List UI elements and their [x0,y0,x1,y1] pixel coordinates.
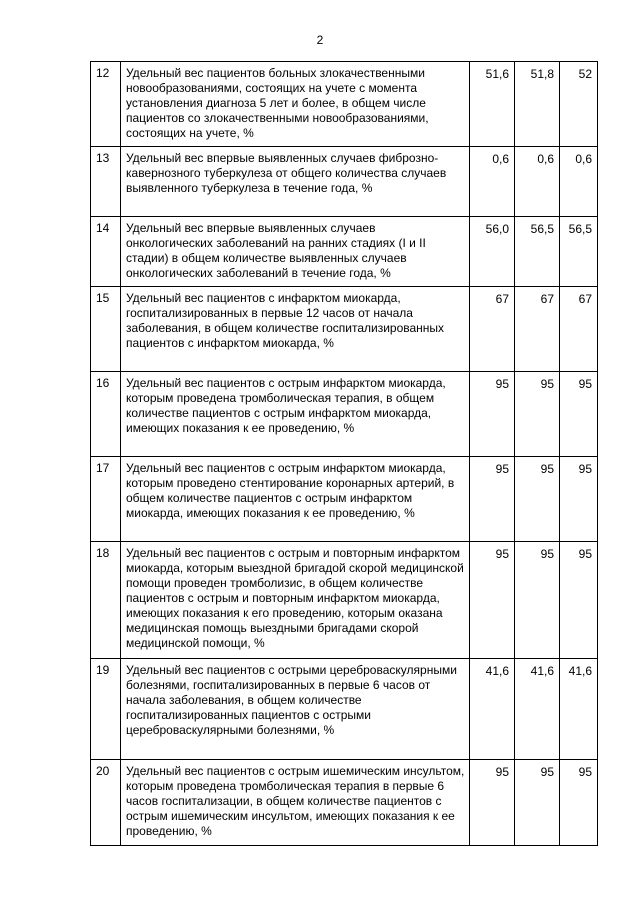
table-row [91,62,598,147]
table-row [91,372,598,457]
value-col-3: 56,5 [560,217,598,287]
indicator-text: Удельный вес пациентов с инфарктом миокарда, госпитализированных в первые 12 часов от начала заболевания, в общем количестве госпитализированных пациентов с инфарктом миокарда, % [121,287,470,372]
row-number: 14 [91,217,121,287]
value-col-2: 95 [515,760,560,846]
value-col-2: 41,6 [515,659,560,760]
row-number: 13 [91,147,121,217]
value-col-3: 95 [560,372,598,457]
row-number: 18 [91,542,121,659]
row-number: 20 [91,760,121,846]
indicator-text: Удельный вес пациентов с острым и повторным инфарктом миокарда, которым выездной бригадой скорой медицинской помощи проведен тромболизис, в общем количестве пациентов с острым и повторным инфарктом миокарда, имеющих показания к его проведению, которым оказана медицинская помощь выездными бригадами скорой медицинской помощи, % [121,542,470,659]
row-number: 15 [91,287,121,372]
row-number: 16 [91,372,121,457]
indicator-text: Удельный вес пациентов с острым инфарктом миокарда, которым проведена тромболическая терапия, в общем количестве пациентов с острым инфарктом миокарда, имеющих показания к ее проведению, % [121,372,470,457]
value-col-1: 95 [470,372,515,457]
value-col-1: 95 [470,457,515,542]
value-col-3: 67 [560,287,598,372]
table-row [91,147,598,217]
table-row [91,457,598,542]
value-col-3: 95 [560,542,598,659]
indicators-table [90,61,598,846]
row-number: 12 [91,62,121,147]
indicator-text: Удельный вес пациентов с острыми цереброваскулярными болезнями, госпитализированных в первые 6 часов от начала заболевания, в общем количестве госпитализированных пациентов с острыми цереброваскулярными болезнями, % [121,659,470,760]
value-col-1: 0,6 [470,147,515,217]
value-col-3: 52 [560,62,598,147]
value-col-2: 95 [515,542,560,659]
row-number: 17 [91,457,121,542]
indicator-text: Удельный вес пациентов больных злокачественными новообразованиями, состоящих на учете с момента установления диагноза 5 лет и более, в общем числе пациентов со злокачественными новообразованиями, состоящих на учете, % [121,62,470,147]
value-col-1: 95 [470,542,515,659]
value-col-3: 41,6 [560,659,598,760]
value-col-1: 51,6 [470,62,515,147]
value-col-1: 41,6 [470,659,515,760]
table-row [91,760,598,846]
value-col-3: 95 [560,457,598,542]
indicator-text: Удельный вес пациентов с острым ишемическим инсультом, которым проведена тромболическая терапия в первые 6 часов госпитализации, в общем количестве пациентов с острым ишемическим инсультом, имеющих показания к ее проведению, % [121,760,470,846]
value-col-2: 67 [515,287,560,372]
row-number: 19 [91,659,121,760]
value-col-1: 95 [470,760,515,846]
table-row [91,217,598,287]
value-col-2: 51,8 [515,62,560,147]
table-row [91,659,598,760]
table-row [91,287,598,372]
value-col-1: 67 [470,287,515,372]
value-col-2: 56,5 [515,217,560,287]
indicator-text: Удельный вес впервые выявленных случаев онкологических заболеваний на ранних стадиях (I и II стадии) в общем количестве выявленных случаев онкологических заболеваний в течение года, % [121,217,470,287]
value-col-2: 0,6 [515,147,560,217]
indicator-text: Удельный вес пациентов с острым инфарктом миокарда, которым проведено стентирование коронарных артерий, в общем количестве пациентов с острым инфарктом миокарда, имеющих показания к ее проведению, % [121,457,470,542]
value-col-3: 95 [560,760,598,846]
value-col-2: 95 [515,372,560,457]
indicator-text: Удельный вес впервые выявленных случаев фиброзно-кавернозного туберкулеза от общего количества случаев выявленного туберкулеза в течение года, % [121,147,470,217]
table-row [91,542,598,659]
value-col-1: 56,0 [470,217,515,287]
value-col-3: 0,6 [560,147,598,217]
page-number: 2 [316,33,324,47]
value-col-2: 95 [515,457,560,542]
